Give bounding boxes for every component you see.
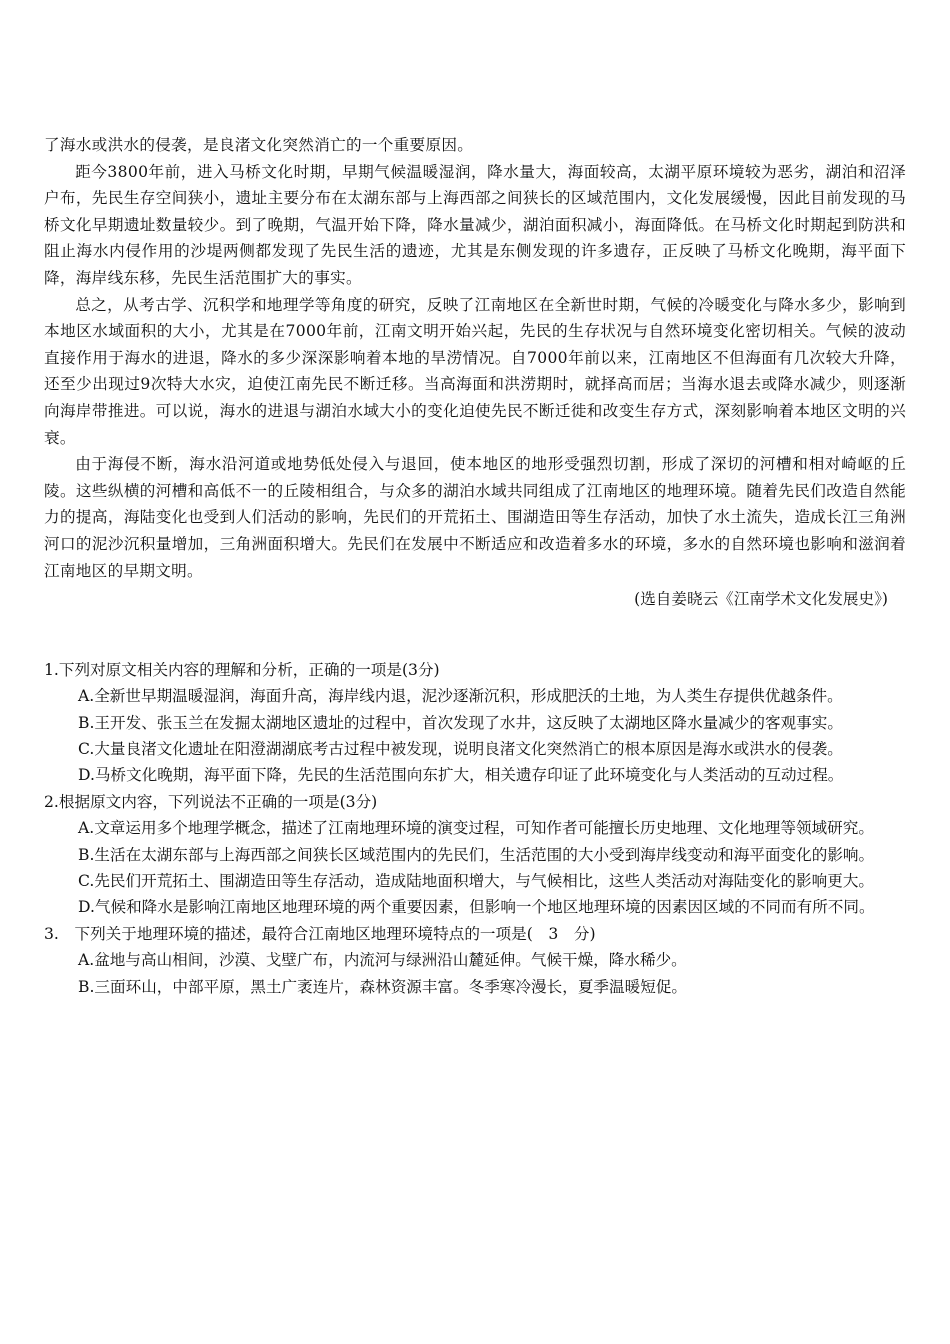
option-b: B.生活在太湖东部与上海西部之间狭长区域范围内的先民们，生活范围的大小受到海岸线变动和海平面变化的影响。 xyxy=(78,845,875,864)
option-c: C.大量良渚文化遗址在阳澄湖湖底考古过程中被发现，说明良渚文化突然消亡的根本原因是海水或洪水的侵袭。 xyxy=(78,739,843,758)
option-a: A.盆地与高山相间，沙漠、戈壁广布，内流河与绿洲沿山麓延伸。气候干燥，降水稀少。 xyxy=(78,951,687,970)
passage-paragraph: 了海水或洪水的侵袭，是良渚文化突然消亡的一个重要原因。 xyxy=(44,136,474,154)
question-stem: 3. 下列关于地理环境的描述，最符合江南地区地理环境特点的一项是( 3 分) xyxy=(44,924,596,943)
document-page xyxy=(44,132,906,1000)
question-list xyxy=(44,657,906,1000)
passage-paragraph: 距今3800年前，进入马桥文化时期，早期气候温暖湿润，降水量大，海面较高，太湖平原环境较为恶劣，湖泊和沼泽户布，先民生存空间狭小，遗址主要分布在太湖东部与上海西部之间狭长的区域范围内，文化发展缓慢，因此目前发现的马桥文化早期遗址数量较少。到了晚期，气温开始下降，降水量减少，湖泊面积减小，海面降低。在马桥文化时期起到防洪和阻止海水内侵作用的沙堤两侧都发现了先民生活的遗迹，尤其是东侧发现的许多遗存，正反映了马桥文化晚期，海平面下降，海岸线东移，先民生活范围扩大的事实。 xyxy=(44,162,906,287)
passage-source: (选自姜晓云《江南学术文化发展史》) xyxy=(634,590,888,609)
option-c: C.先民们开荒拓土、围湖造田等生存活动，造成陆地面积增大，与气候相比，这些人类活动对海陆变化的影响更大。 xyxy=(78,871,875,890)
option-d: D.气候和降水是影响江南地区地理环境的两个重要因素，但影响一个地区地理环境的因素因区域的不同而有所不同。 xyxy=(78,898,875,917)
option-b: B.三面环山，中部平原，黑土广袤连片，森林资源丰富。冬季寒冷漫长，夏季温暖短促。 xyxy=(78,977,687,996)
question-3 xyxy=(44,921,906,1000)
question-stem: 1.下列对原文相关内容的理解和分析，正确的一项是(3分) xyxy=(44,660,440,679)
passage-paragraph: 由于海侵不断，海水沿河道或地势低处侵入与退回，使本地区的地形受强烈切割，形成了深切的河槽和相对崎岖的丘陵。这些纵横的河槽和高低不一的丘陵相组合，与众多的湖泊水域共同组成了江南地区的地理环境。随着先民们改造自然能力的提高，海陆变化也受到人们活动的影响，先民们的开荒拓土、围湖造田等生存活动，加快了水土流失，造成长江三角洲河口的泥沙沉积量增加，三角洲面积增大。先民们在发展中不断适应和改造着多水的环境，多水的自然环境也影响和滋润着江南地区的早期文明。 xyxy=(44,455,906,580)
option-b: B.王开发、张玉兰在发掘太湖地区遗址的过程中，首次发现了水井，这反映了太湖地区降水量减少的客观事实。 xyxy=(78,713,843,732)
question-stem: 2.根据原文内容，下列说法不正确的一项是(3分) xyxy=(44,792,378,811)
option-d: D.马桥文化晚期，海平面下降，先民的生活范围向东扩大，相关遗存印证了此环境变化与人类活动的互动过程。 xyxy=(78,766,844,785)
passage-paragraph: 总之，从考古学、沉积学和地理学等角度的研究，反映了江南地区在全新世时期，气候的冷暖变化与降水多少，影响到本地区水域面积的大小，尤其是在7000年前，江南文明开始兴起，先民的生存状况与自然环境变化密切相关。气候的波动直接作用于海水的进退，降水的多少深深影响着本地的旱涝情况。自7000年前以来，江南地区不但海面有几次较大升降，还至少出现过9次特大水灾，迫使江南先民不断迁移。当高海面和洪涝期时，就择高而居；当海水退去或降水减少，则逐渐向海岸带推进。可以说，海水的进退与湖泊水域大小的变化迫使先民不断迁徙和改变生存方式，深刻影响着本地区文明的兴衰。 xyxy=(44,295,906,447)
reading-passage xyxy=(44,132,906,613)
option-a: A.全新世早期温暖湿润，海面升高，海岸线内退，泥沙逐渐沉积，形成肥沃的土地，为人类生存提供优越条件。 xyxy=(78,687,843,706)
option-a: A.文章运用多个地理学概念，描述了江南地理环境的演变过程，可知作者可能擅长历史地理、文化地理等领域研究。 xyxy=(78,819,874,838)
question-1 xyxy=(44,657,906,789)
question-2 xyxy=(44,789,906,921)
